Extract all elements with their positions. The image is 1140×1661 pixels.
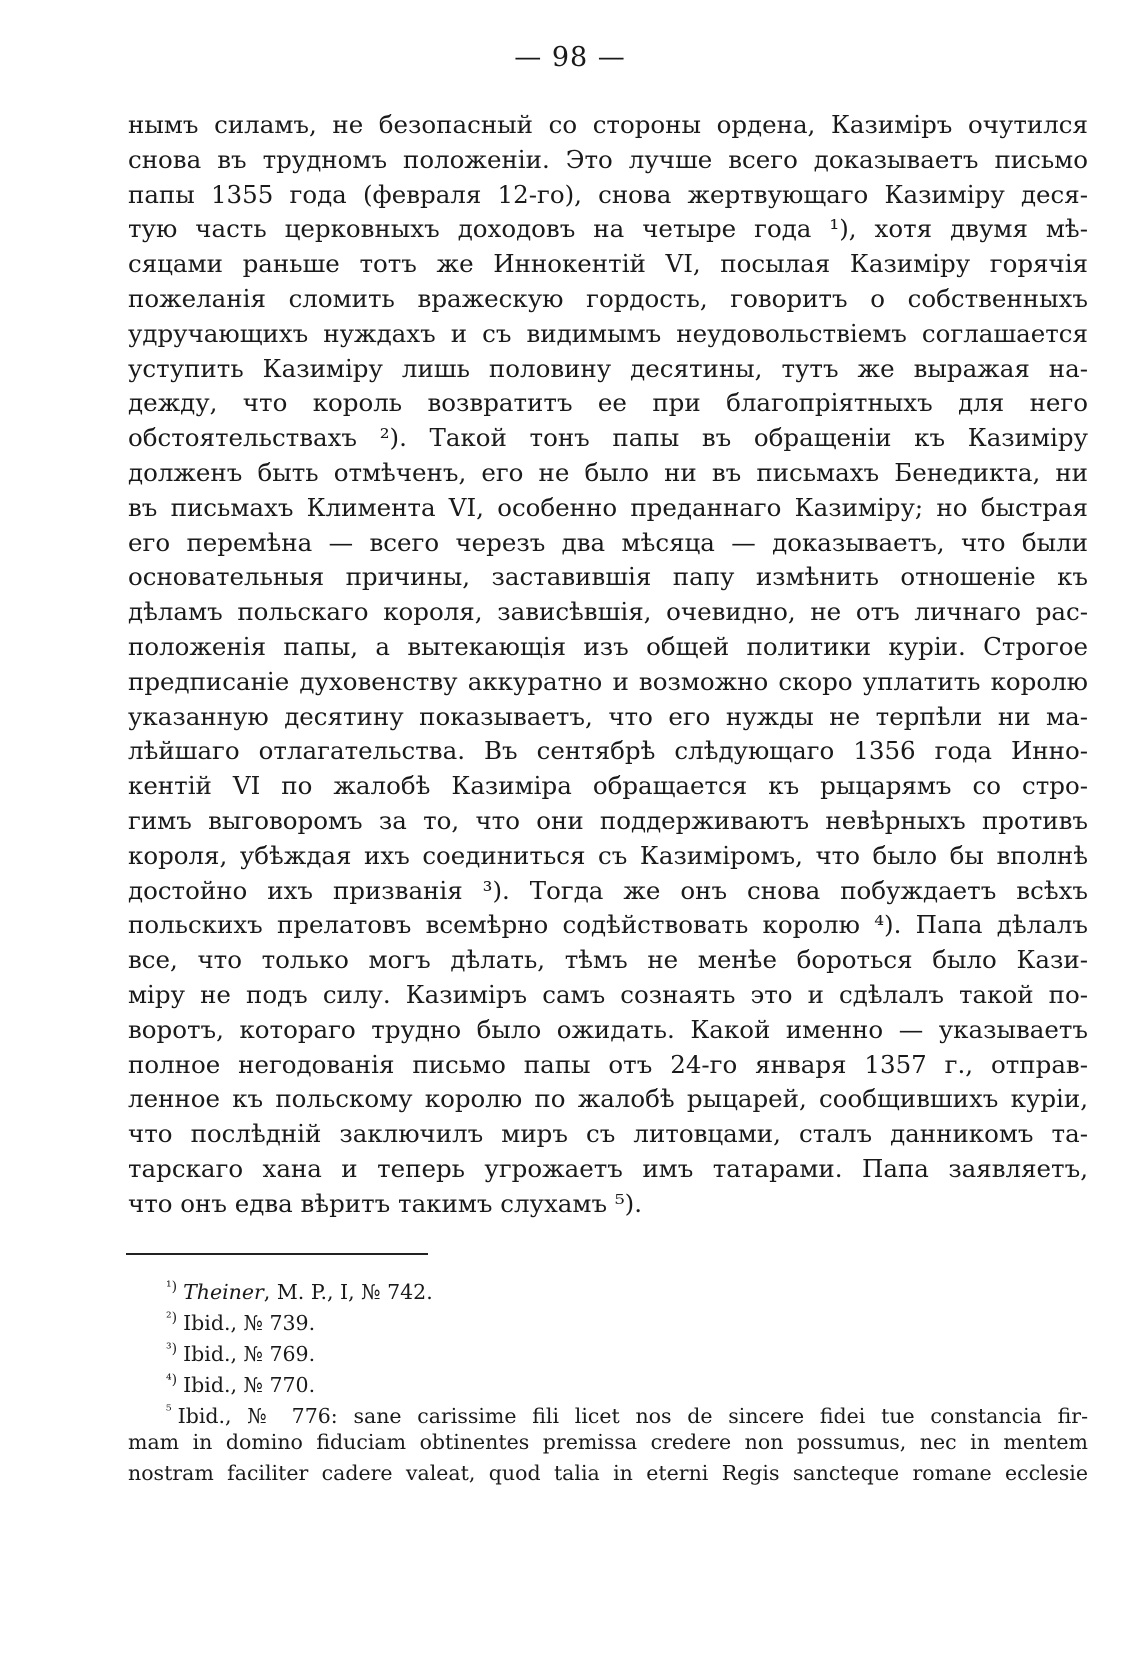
body-line: нымъ силамъ, не безопасный со стороны ордена, Казиміръ очутился — [128, 110, 1088, 139]
body-line: его перемѣна — всего черезъ два мѣсяца — доказываетъ, что были — [128, 527, 1088, 557]
footnote-marker: ²) — [166, 1310, 178, 1326]
body-line: пожеланія сломить вражескую гордость, говоритъ о собственныхъ — [128, 283, 1088, 313]
body-line: міру не подъ силу. Казиміръ самъ сознаять это и сдѣлалъ такой по- — [128, 979, 1088, 1009]
footnote-5 — [128, 1396, 1088, 1427]
body-line: тую часть церковныхъ доходовъ на четыре года ¹), хотя двумя мѣ- — [128, 214, 1088, 244]
footnote-5-continuation: nostram faciliter cadere valeat, quod talia in eterni Regis sancteque romane ecclesie — [128, 1461, 1088, 1485]
body-line: что послѣдній заключилъ миръ съ литовцами, сталъ данникомъ та- — [128, 1119, 1088, 1149]
footnote-3 — [128, 1334, 1088, 1365]
body-line: предписаніе духовенству аккуратно и возможно скоро уплатить королю — [128, 666, 1088, 696]
body-line: долженъ быть отмѣченъ, его не было ни въ письмахъ Бенедикта, ни — [128, 457, 1088, 487]
footnote-marker: ⁵ — [166, 1403, 172, 1419]
footnote-text: Ibid., № 776: sane carissime fili licet nos de sincere fidei tue constancia fir- — [177, 1404, 1088, 1428]
footnote-4 — [128, 1365, 1088, 1396]
body-line: сяцами раньше тотъ же Иннокентій VI, посылая Казиміру горячія — [128, 249, 1088, 279]
footnote-text: Ibid., № 739. — [183, 1311, 316, 1335]
footnote-text: , M. P., I, № 742. — [263, 1280, 433, 1304]
body-line: польскихъ прелатовъ всемѣрно содѣйствовать королю ⁴). Папа дѣлалъ — [128, 910, 1088, 940]
body-line: полное негодованія письмо папы отъ 24-го января 1357 г., отправ- — [128, 1049, 1088, 1079]
body-text — [128, 108, 1088, 1222]
body-line: указанную десятину показываетъ, что его нужды не терпѣли ни ма- — [128, 701, 1088, 731]
body-line: воротъ, котораго трудно было ожидать. Какой именно — указываетъ — [128, 1014, 1088, 1044]
body-line: дѣламъ польскаго короля, зависѣвшія, очевидно, не отъ личнаго рас- — [128, 597, 1088, 627]
footnote-marker: ³) — [166, 1341, 178, 1357]
body-line: кентій VI по жалобѣ Казиміра обращается къ рыцарямъ со стро- — [128, 771, 1088, 801]
body-line: тарскаго хана и теперь угрожаетъ имъ татарами. Папа заявляетъ, — [128, 1153, 1088, 1183]
body-line: обстоятельствахъ ²). Такой тонъ папы въ обращеніи къ Казиміру — [128, 423, 1088, 453]
body-line: все, что только могъ дѣлать, тѣмъ не менѣе бороться было Кази- — [128, 945, 1088, 975]
footnote-text: Ibid., № 770. — [183, 1373, 316, 1397]
footnote-1 — [128, 1272, 1088, 1303]
body-line: снова въ трудномъ положеніи. Это лучше всего доказываетъ письмо — [128, 144, 1088, 174]
body-line: ленное къ польскому королю по жалобѣ рыцарей, сообщившихъ куріи, — [128, 1084, 1088, 1114]
footnote-author: Theiner — [183, 1280, 264, 1304]
footnote-marker: ¹) — [166, 1279, 178, 1295]
body-line-last: что онъ едва вѣритъ такимъ слухамъ ⁵). — [128, 1188, 642, 1218]
footnote-marker: ⁴) — [166, 1372, 178, 1388]
body-line: въ письмахъ Климента VI, особенно преданнаго Казиміру; но быстрая — [128, 492, 1088, 522]
body-line: дежду, что король возвратитъ ее при благопріятныхъ для него — [128, 388, 1088, 418]
page-number: — 98 — — [514, 42, 626, 73]
body-line: удручающихъ нуждахъ и съ видимымъ неудовольствіемъ соглашается — [128, 318, 1088, 348]
body-line: папы 1355 года (февраля 12-го), снова жертвующаго Казиміру деся- — [128, 179, 1088, 209]
footnote-divider — [126, 1253, 428, 1255]
footnote-text: Ibid., № 769. — [183, 1342, 316, 1366]
body-line: достойно ихъ призванія ³). Тогда же онъ снова побуждаетъ всѣхъ — [128, 875, 1088, 905]
body-line: положенія папы, а вытекающія изъ общей политики куріи. Строгое — [128, 631, 1088, 661]
footnote-5-continuation: mam in domino fiduciam obtinentes premissa credere non possumus, nec in mentem — [128, 1430, 1088, 1454]
footnotes — [128, 1272, 1088, 1489]
body-line: основательныя причины, заставившія папу измѣнить отношеніе къ — [128, 562, 1088, 592]
body-line: короля, убѣждая ихъ соединиться съ Казиміромъ, что было бы вполнѣ — [128, 840, 1088, 870]
body-line: лѣйшаго отлагательства. Въ сентябрѣ слѣдующаго 1356 года Инно- — [128, 736, 1088, 766]
body-line: гимъ выговоромъ за то, что они поддерживаютъ невѣрныхъ противъ — [128, 805, 1088, 835]
footnote-2 — [128, 1303, 1088, 1334]
body-line: уступить Казиміру лишь половину десятины, тутъ же выражая на- — [128, 353, 1088, 383]
